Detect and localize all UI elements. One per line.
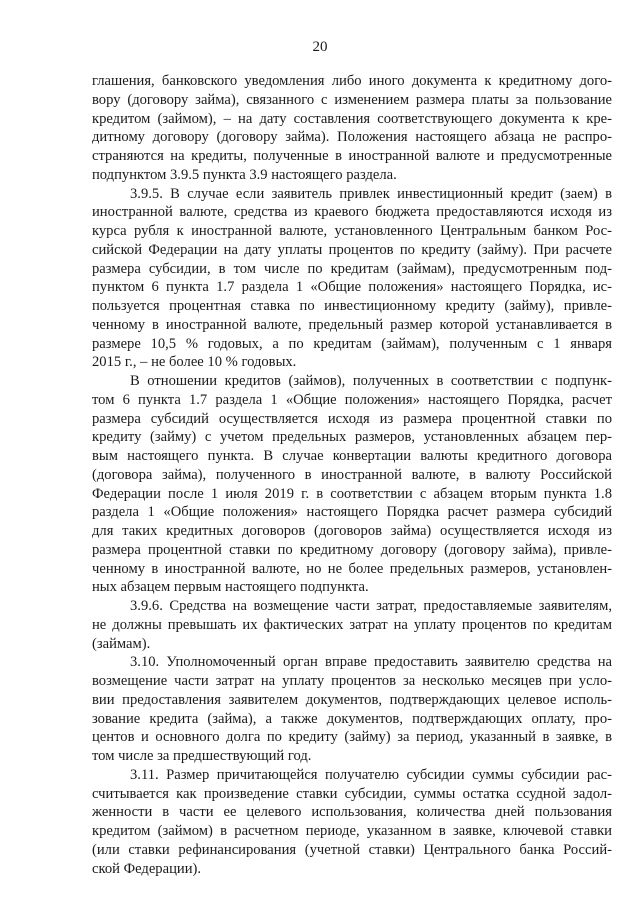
text-line: (займам).: [92, 635, 151, 652]
text-line: возмещение части затрат на уплату процентов за несколько месяцев при усло-: [92, 673, 612, 689]
text-line: центов и основного долга по кредиту (займу) за период, указанный в заявке, в: [92, 729, 612, 746]
paragraph-3-9-6: [92, 597, 612, 653]
paragraph-3-10: [92, 653, 612, 766]
text-line: зование кредита (займа), а также документов, подтверждающих оплату, про-: [92, 710, 612, 727]
text-line: размера субсидий осуществляется исходя из размера процентной ставки по: [92, 410, 612, 427]
text-line: для таких кредитных договоров (договоров займа) осуществляется исходя из: [92, 523, 612, 539]
text-line: вым настоящего пункта. В случае конвертации валюты кредитного договора: [92, 448, 612, 464]
text-line: пунктом 6 пункта 1.7 раздела 1 «Общие положения» настоящего Порядка, ис-: [92, 279, 612, 296]
text-line: вору (договору займа), связанного с изменением размера платы за пользование: [92, 91, 612, 108]
text-line: 3.10. Уполномоченный орган вправе предоставить заявителю средства на: [130, 654, 612, 671]
text-line: (или ставки рефинансирования (учетной ставки) Центрального банка Россий-: [92, 841, 612, 858]
text-line: В отношении кредитов (займов), полученных в соответствии с подпунк-: [130, 373, 612, 389]
text-line: дитному договору (договору займа). Положения настоящего абзаца не распро-: [92, 129, 612, 146]
text-line: вии предоставления заявителем документов, подтверждающих целевое исполь-: [92, 691, 612, 708]
text-line: 2015 г., – не более 10 % годовых.: [92, 354, 297, 371]
text-line: ченному в иностранной валюте, предельный размер которой устанавливается в: [92, 316, 612, 333]
text-line: кредиту (займу) с учетом предельных размеров, установленных абзацем пер-: [92, 429, 612, 446]
paragraph-continuation: [92, 72, 612, 185]
text-line: 3.9.6. Средства на возмещение части затрат, предоставляемые заявителям,: [130, 598, 612, 614]
text-line: иностранной валюте, средства из краевого бюджета предоставляются исходя из: [92, 204, 612, 221]
text-line: женности в части ее целевого использования, количества дней пользования: [92, 804, 612, 821]
page-number: 20: [312, 39, 328, 55]
paragraph-foreign-currency-loans: [92, 372, 612, 597]
text-line: (договора займа), полученного в иностранной валюте, в валюту Российской: [92, 466, 612, 483]
text-line: размера субсидии, в том числе по кредитам (займам), предусмотренным под-: [92, 260, 612, 277]
text-line: пользуется процентная ставка по инвестиционному кредиту (займу), привле-: [92, 298, 612, 314]
text-line: кредитом (займом) в расчетном периоде, указанном в заявке, ключевой ставки: [92, 823, 612, 839]
text-line: том 6 пункта 1.7 раздела 1 «Общие положения» настоящего Порядка, расчет: [92, 391, 612, 408]
text-line: ных абзацем первым настоящего подпункта.: [92, 579, 369, 596]
text-line: 3.11. Размер причитающейся получателю субсидии суммы субсидии рас-: [130, 766, 612, 783]
text-line: подпунктом 3.9.5 пункта 3.9 настоящего раздела.: [92, 166, 397, 183]
text-line: ской Федерации).: [92, 860, 202, 877]
text-line: не должны превышать их фактических затрат на уплату процентов по кредитам: [92, 616, 612, 633]
text-line: считывается как произведение ставки субсидии, суммы остатка ссудной задол-: [92, 785, 612, 802]
text-line: 3.9.5. В случае если заявитель привлек инвестиционный кредит (заем) в: [130, 185, 612, 202]
text-line: размера процентной ставки по кредитному договору (договору займа), привле-: [92, 541, 612, 558]
text-line: раздела 1 «Общие положения» настоящего Порядка расчет размера субсидий: [92, 504, 612, 521]
text-line: размере 10,5 % годовых, а по кредитам (займам), полученным с 1 января: [92, 335, 612, 352]
text-line: ченному в иностранной валюте, но не более предельных размеров, установлен-: [92, 560, 612, 577]
document-body: [92, 72, 612, 878]
text-line: курса рубля к иностранной валюте, установленного Центральным банком Рос-: [92, 223, 612, 239]
paragraph-3-9-5: [92, 185, 612, 373]
paragraph-3-11: [92, 766, 612, 879]
text-line: сийской Федерации на дату уплаты процентов по кредиту (займу). При расчете: [92, 241, 612, 258]
text-line: Федерации после 1 июля 2019 г. в соответствии с абзацем вторым пункта 1.8: [92, 485, 612, 502]
text-line: страняются на кредиты, полученные в иностранной валюте и предусмотренные: [92, 148, 612, 164]
text-line: глашения, банковского уведомления либо иного документа к кредитному дого-: [92, 73, 612, 89]
text-line: том числе за предшествующий год.: [92, 748, 312, 764]
text-line: кредитом (займом), – на дату составления соответствующего документа к кре-: [92, 110, 612, 127]
